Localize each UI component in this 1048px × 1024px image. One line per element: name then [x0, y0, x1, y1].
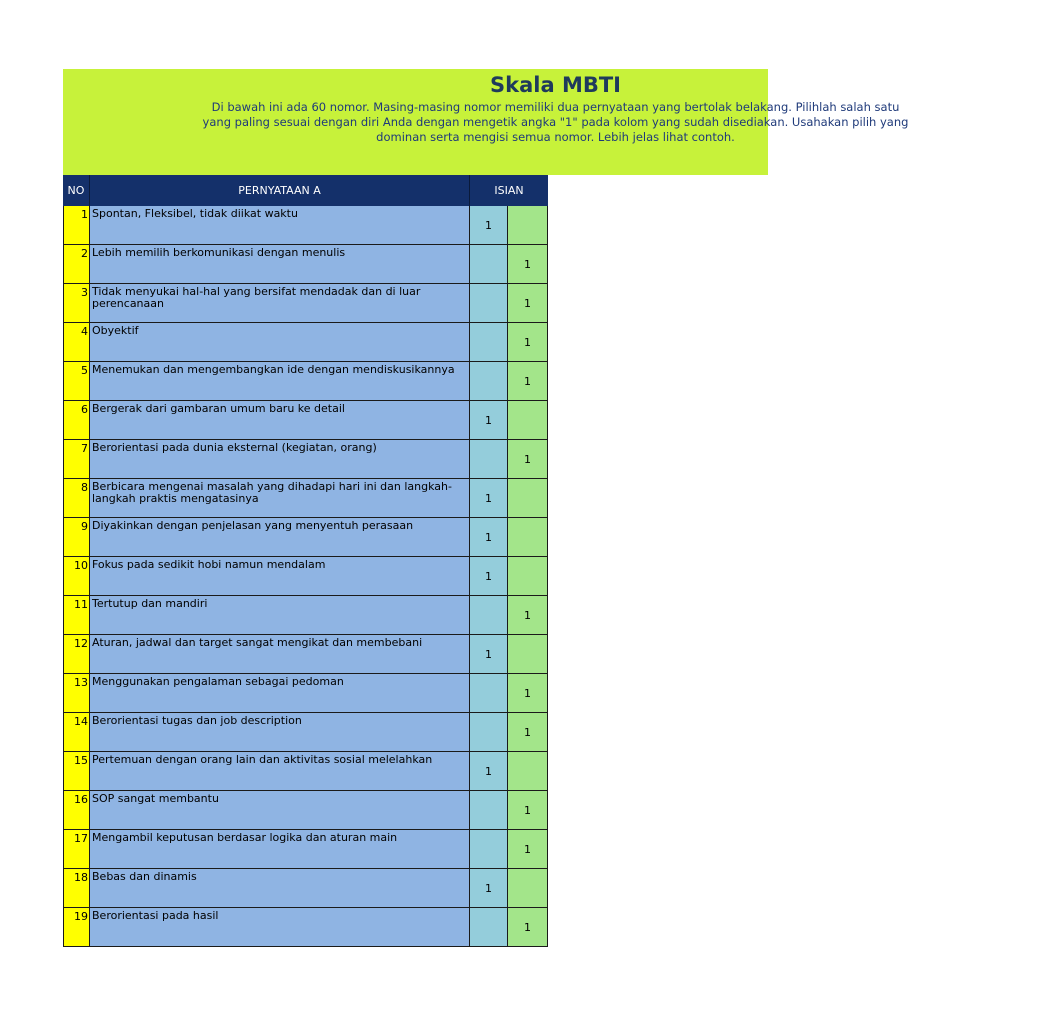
isian-a-cell[interactable] [470, 245, 508, 284]
table-row [63, 557, 548, 596]
statement-a-text: Pertemuan dengan orang lain dan aktivitas sosial melelahkan [90, 752, 470, 791]
instruction-line: Di bawah ini ada 60 nomor. Masing-masing nomor memiliki dua pernyataan yang bertolak belakang. Pilihlah salah satu [211, 100, 900, 114]
row-number: 8 [63, 479, 90, 518]
isian-a-cell[interactable] [470, 752, 508, 791]
row-number: 7 [63, 440, 90, 479]
instructions [63, 100, 1048, 145]
isian-b-cell[interactable] [508, 908, 548, 947]
row-number: 15 [63, 752, 90, 791]
isian-b-value: 1 [524, 842, 531, 856]
isian-b-cell[interactable] [508, 323, 548, 362]
row-number: 6 [63, 401, 90, 440]
questionnaire-table [63, 175, 548, 945]
isian-b-cell[interactable] [508, 518, 548, 557]
statement-a-text: Tidak menyukai hal-hal yang bersifat mendadak dan di luar perencanaan [90, 284, 470, 323]
column-header-isian: ISIAN [470, 175, 548, 206]
isian-b-value: 1 [524, 725, 531, 739]
isian-b-value: 1 [524, 686, 531, 700]
table-row [63, 284, 548, 323]
table-row [63, 869, 548, 908]
page-title: Skala MBTI [490, 73, 621, 97]
row-number: 18 [63, 869, 90, 908]
table-row [63, 596, 548, 635]
isian-a-value: 1 [485, 647, 492, 661]
isian-b-value: 1 [524, 335, 531, 349]
table-row [63, 752, 548, 791]
table-row [63, 674, 548, 713]
table-row [63, 635, 548, 674]
isian-b-value: 1 [524, 374, 531, 388]
isian-b-cell[interactable] [508, 635, 548, 674]
table-row [63, 518, 548, 557]
row-number: 5 [63, 362, 90, 401]
isian-b-cell[interactable] [508, 362, 548, 401]
statement-a-text: Lebih memilih berkomunikasi dengan menulis [90, 245, 470, 284]
isian-a-cell[interactable] [470, 479, 508, 518]
isian-a-cell[interactable] [470, 635, 508, 674]
row-number: 4 [63, 323, 90, 362]
isian-a-value: 1 [485, 764, 492, 778]
row-number: 19 [63, 908, 90, 947]
row-number: 14 [63, 713, 90, 752]
isian-b-cell[interactable] [508, 245, 548, 284]
row-number: 13 [63, 674, 90, 713]
isian-b-value: 1 [524, 296, 531, 310]
isian-a-cell[interactable] [470, 791, 508, 830]
table-row [63, 713, 548, 752]
isian-a-cell[interactable] [470, 401, 508, 440]
table-row [63, 401, 548, 440]
row-number: 17 [63, 830, 90, 869]
table-row [63, 206, 548, 245]
isian-b-cell[interactable] [508, 674, 548, 713]
instruction-line: yang paling sesuai dengan diri Anda dengan mengetik angka "1" pada kolom yang sudah disediakan. Usahakan pilih yang [202, 115, 909, 129]
isian-b-cell[interactable] [508, 830, 548, 869]
statement-a-text: Fokus pada sedikit hobi namun mendalam [90, 557, 470, 596]
row-number: 1 [63, 206, 90, 245]
table-row [63, 830, 548, 869]
isian-b-value: 1 [524, 803, 531, 817]
row-number: 11 [63, 596, 90, 635]
instruction-line: dominan serta mengisi semua nomor. Lebih jelas lihat contoh. [376, 130, 735, 144]
statement-a-text: Diyakinkan dengan penjelasan yang menyentuh perasaan [90, 518, 470, 557]
row-number: 2 [63, 245, 90, 284]
isian-a-cell[interactable] [470, 518, 508, 557]
statement-a-text: Spontan, Fleksibel, tidak diikat waktu [90, 206, 470, 245]
column-header-no: NO [63, 175, 90, 206]
isian-a-cell[interactable] [470, 440, 508, 479]
statement-a-text: Mengambil keputusan berdasar logika dan aturan main [90, 830, 470, 869]
isian-a-cell[interactable] [470, 713, 508, 752]
table-body [63, 206, 548, 947]
isian-a-value: 1 [485, 881, 492, 895]
statement-a-text: Berorientasi pada dunia eksternal (kegiatan, orang) [90, 440, 470, 479]
statement-a-text: Bebas dan dinamis [90, 869, 470, 908]
isian-b-cell[interactable] [508, 596, 548, 635]
statement-a-text: Obyektif [90, 323, 470, 362]
row-number: 12 [63, 635, 90, 674]
column-header-statement-a: PERNYATAAN A [90, 175, 470, 206]
statement-a-text: Menggunakan pengalaman sebagai pedoman [90, 674, 470, 713]
isian-b-cell[interactable] [508, 557, 548, 596]
statement-a-text: Berorientasi pada hasil [90, 908, 470, 947]
table-row [63, 479, 548, 518]
isian-b-value: 1 [524, 608, 531, 622]
isian-b-value: 1 [524, 452, 531, 466]
isian-b-value: 1 [524, 920, 531, 934]
table-row [63, 323, 548, 362]
isian-b-cell[interactable] [508, 869, 548, 908]
isian-a-cell[interactable] [470, 323, 508, 362]
isian-b-cell[interactable] [508, 752, 548, 791]
table-row [63, 440, 548, 479]
isian-a-cell[interactable] [470, 206, 508, 245]
isian-a-value: 1 [485, 491, 492, 505]
isian-a-value: 1 [485, 569, 492, 583]
isian-a-cell[interactable] [470, 284, 508, 323]
table-row [63, 791, 548, 830]
isian-b-value: 1 [524, 257, 531, 271]
isian-a-cell[interactable] [470, 596, 508, 635]
isian-b-cell[interactable] [508, 206, 548, 245]
isian-a-value: 1 [485, 413, 492, 427]
table-row [63, 362, 548, 401]
statement-a-text: Menemukan dan mengembangkan ide dengan mendiskusikannya [90, 362, 470, 401]
isian-b-cell[interactable] [508, 440, 548, 479]
isian-a-cell[interactable] [470, 908, 508, 947]
statement-a-text: Berbicara mengenai masalah yang dihadapi hari ini dan langkah-langkah praktis mengatasinya [90, 479, 470, 518]
statement-a-text: SOP sangat membantu [90, 791, 470, 830]
isian-b-cell[interactable] [508, 401, 548, 440]
table-row [63, 245, 548, 284]
isian-b-cell[interactable] [508, 791, 548, 830]
statement-a-text: Aturan, jadwal dan target sangat mengikat dan membebani [90, 635, 470, 674]
isian-a-value: 1 [485, 218, 492, 232]
row-number: 10 [63, 557, 90, 596]
isian-b-cell[interactable] [508, 479, 548, 518]
isian-a-cell[interactable] [470, 869, 508, 908]
header-banner [63, 69, 909, 175]
row-number: 9 [63, 518, 90, 557]
statement-a-text: Tertutup dan mandiri [90, 596, 470, 635]
row-number: 16 [63, 791, 90, 830]
row-number: 3 [63, 284, 90, 323]
statement-a-text: Bergerak dari gambaran umum baru ke detail [90, 401, 470, 440]
isian-a-cell[interactable] [470, 830, 508, 869]
isian-a-cell[interactable] [470, 674, 508, 713]
isian-b-cell[interactable] [508, 713, 548, 752]
table-row [63, 908, 548, 947]
isian-a-cell[interactable] [470, 362, 508, 401]
statement-a-text: Berorientasi tugas dan job description [90, 713, 470, 752]
isian-a-cell[interactable] [470, 557, 508, 596]
isian-b-cell[interactable] [508, 284, 548, 323]
isian-a-value: 1 [485, 530, 492, 544]
